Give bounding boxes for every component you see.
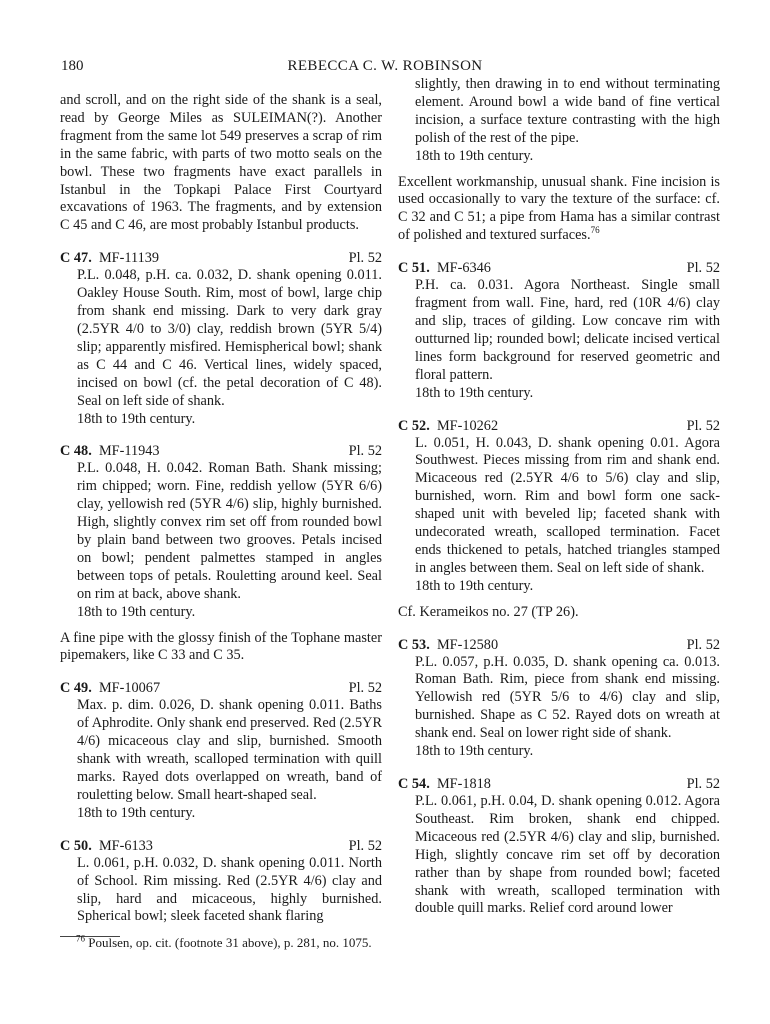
- entry-description: P.L. 0.048, p.H. ca. 0.032, D. shank opening 0.011. Oakley House South. Rim, most of bowl, large chip from shank end missing. Dark to very dark gray (2.5YR 4/0 to 3/0) clay, reddish brown (5YR 5/4) slip; apparently misfired. Hemispherical bowl; shank as C 44 and C 46. Vertical lines, widely spaced, incised on bowl (cf. the petal decoration of C 48). Seal on left side of shank.: [77, 267, 382, 409]
- plate-reference: Pl. 52: [686, 636, 720, 653]
- catalog-number: C 54.: [398, 776, 430, 792]
- catalog-entry-c48: [60, 442, 382, 665]
- inventory-number: MF-6133: [98, 837, 153, 854]
- catalog-number: C 53.: [398, 636, 430, 653]
- plate-reference: Pl. 52: [686, 260, 720, 277]
- plate-reference: Pl. 52: [348, 443, 382, 460]
- entry-description: P.H. ca. 0.031. Agora Northeast. Single small fragment from wall. Fine, hard, red (10R 4/6) clay and slip, traces of gilding. Low concave rim with outturned lip; rounded bowl; delicate incised vertical lines form background for reserved geometric and floral pattern.: [415, 277, 720, 383]
- footnote-number: 76: [76, 933, 85, 944]
- entry-heading: [60, 837, 382, 855]
- entry-description: L. 0.061, p.H. 0.032, D. shank opening 0.011. North of School. Rim missing. Red (2.5YR 4/6) clay and slip, hard and micaceous, highly burnished. Spherical bowl; sleek faceted shank flaring: [77, 854, 382, 925]
- plate-reference: Pl. 52: [348, 250, 382, 267]
- entry-date: 18th to 19th century.: [77, 410, 196, 427]
- catalog-number: C 49.: [60, 680, 92, 697]
- inventory-number: MF-10067: [98, 680, 161, 697]
- entry-heading: [398, 636, 720, 654]
- page-number: 180: [61, 58, 84, 74]
- entry-heading: [60, 679, 382, 697]
- entry-date: 18th to 19th century.: [415, 743, 534, 760]
- catalog-entry-c50: [60, 837, 382, 927]
- catalog-number: C 47.: [60, 250, 92, 267]
- catalog-entry-c51: [398, 259, 720, 402]
- catalog-entry-c52: [398, 417, 720, 622]
- entry-date: 18th to 19th century.: [415, 384, 534, 401]
- entry-description: P.L. 0.048, H. 0.042. Roman Bath. Shank missing; rim chipped; worn. Fine, reddish yellow (5YR 6/6) clay, yellowish red (5YR 4/6) slip, highly burnished. High, slightly convex rim set off from rounded bowl by plain band between two grooves. Petals incised on bowl; pendent palmettes stamped in angles between tops of petals. Rouletting around keel. Seal on rim at back, above shank.: [77, 460, 382, 602]
- entry-comment: Excellent workmanship, unusual shank. Fine incision is used occasionally to vary the texture of the surface: cf. C 32 and C 51; a pipe from Hama has a similar contrast of polished and textured surfaces.$^{76}$: [398, 173, 720, 244]
- catalog-entry-c54: [398, 775, 720, 918]
- plate-reference: Pl. 52: [686, 417, 720, 434]
- catalog-entry-c53: [398, 636, 720, 761]
- plate-reference: Pl. 52: [686, 776, 720, 792]
- inventory-number: MF-6346: [436, 260, 491, 277]
- entry-heading: [398, 417, 720, 435]
- inventory-number: MF-11943: [98, 443, 160, 460]
- inventory-number: MF-1818: [436, 776, 491, 792]
- entry-heading: [398, 259, 720, 277]
- left-column: [60, 92, 382, 926]
- plate-reference: Pl. 52: [348, 837, 382, 854]
- catalog-entry-c49: [60, 679, 382, 822]
- footnote-text: Poulsen, op. cit. (footnote 31 above), p. 281, no. 1075.: [88, 935, 372, 950]
- catalog-number: C 52.: [398, 417, 430, 434]
- entry-description: L. 0.051, H. 0.043, D. shank opening 0.01. Agora Southwest. Pieces missing from rim and shank end. Micaceous red (2.5YR 4/6 to 5/6) clay and slip, burnished, worn. Rim and bowl form one sack-shaped unit with beveled lip; faceted shank with undecorated wreath, scalloped termination. Facet ends thickened to petals, hatched triangles stamped in angles between them. Seal on left side of shank.: [415, 434, 720, 576]
- catalog-number: C 48.: [60, 443, 92, 460]
- entry-description: P.L. 0.061, p.H. 0.04, D. shank opening 0.012. Agora Southeast. Rim broken, shank end chipped. Micaceous red (2.5YR 4/6) clay and slip, burnished. High, slightly concave rim set off by decoration rather than by shape from rounded bowl; faceted shank with wreath, scalloped termination with double quill marks. Relief cord around lower: [415, 793, 720, 917]
- inventory-number: MF-10262: [436, 417, 499, 434]
- entry-date: 18th to 19th century.: [415, 577, 534, 594]
- entry-description: P.L. 0.057, p.H. 0.035, D. shank opening ca. 0.013. Roman Bath. Rim, piece from shank end missing. Yellowish red (5YR 5/6 to 4/6) clay and slip, burnished. Shape as C 52. Rayed dots on wreath at shank end. Seal on lower right side of shank.: [415, 653, 720, 742]
- entry-comment: Cf. Kerameikos no. 27 (TP 26).: [398, 603, 579, 620]
- inventory-number: MF-11139: [98, 250, 160, 267]
- plate-reference: Pl. 52: [348, 680, 382, 697]
- entry-date: 18th to 19th century.: [77, 804, 196, 821]
- footnote-reference: 76: [590, 225, 600, 236]
- inventory-number: MF-12580: [436, 636, 499, 653]
- running-head: REBECCA C. W. ROBINSON: [287, 58, 483, 74]
- entry-heading: [60, 249, 382, 267]
- entry-description: Max. p. dim. 0.026, D. shank opening 0.011. Baths of Aphrodite. Only shank end preserved. Red (2.5YR 4/6) micaceous clay and slip, burnished. Smooth shank with wreath, scalloped termination with quill marks. Rayed dots overlapped on wreath, band of rouletting below. Small heart-shaped seal.: [77, 697, 382, 803]
- intro-paragraph: and scroll, and on the right side of the shank is a seal, read by George Miles as SULEIMAN(?). Another fragment from the same lot 549 preserves a scrap of rim in the same fabric, with parts of two motto seals on the bowl. These two fragments have exact parallels in Istanbul in the Topkapi Palace First Courtyard excavations of 1963. The fragments, and by extension C 45 and C 46, are most probably Istanbul products.: [60, 92, 382, 234]
- right-column: [398, 76, 720, 918]
- catalog-number: C 51.: [398, 260, 430, 277]
- catalog-entry-c47: [60, 249, 382, 428]
- entry-description-continued: slightly, then drawing in to end without terminating element. Around bowl a wide band of fine vertical incision, a surface texture contrasting with the high polish of the rest of the pipe.: [415, 76, 720, 146]
- entry-heading: [398, 775, 720, 793]
- entry-heading: [60, 442, 382, 460]
- entry-date: 18th to 19th century.: [415, 147, 534, 164]
- footnote: [76, 935, 372, 951]
- catalog-number: C 50.: [60, 837, 92, 854]
- entry-comment: A fine pipe with the glossy finish of the Tophane master pipemakers, like C 33 and C 35.: [60, 629, 382, 664]
- entry-date: 18th to 19th century.: [77, 603, 196, 620]
